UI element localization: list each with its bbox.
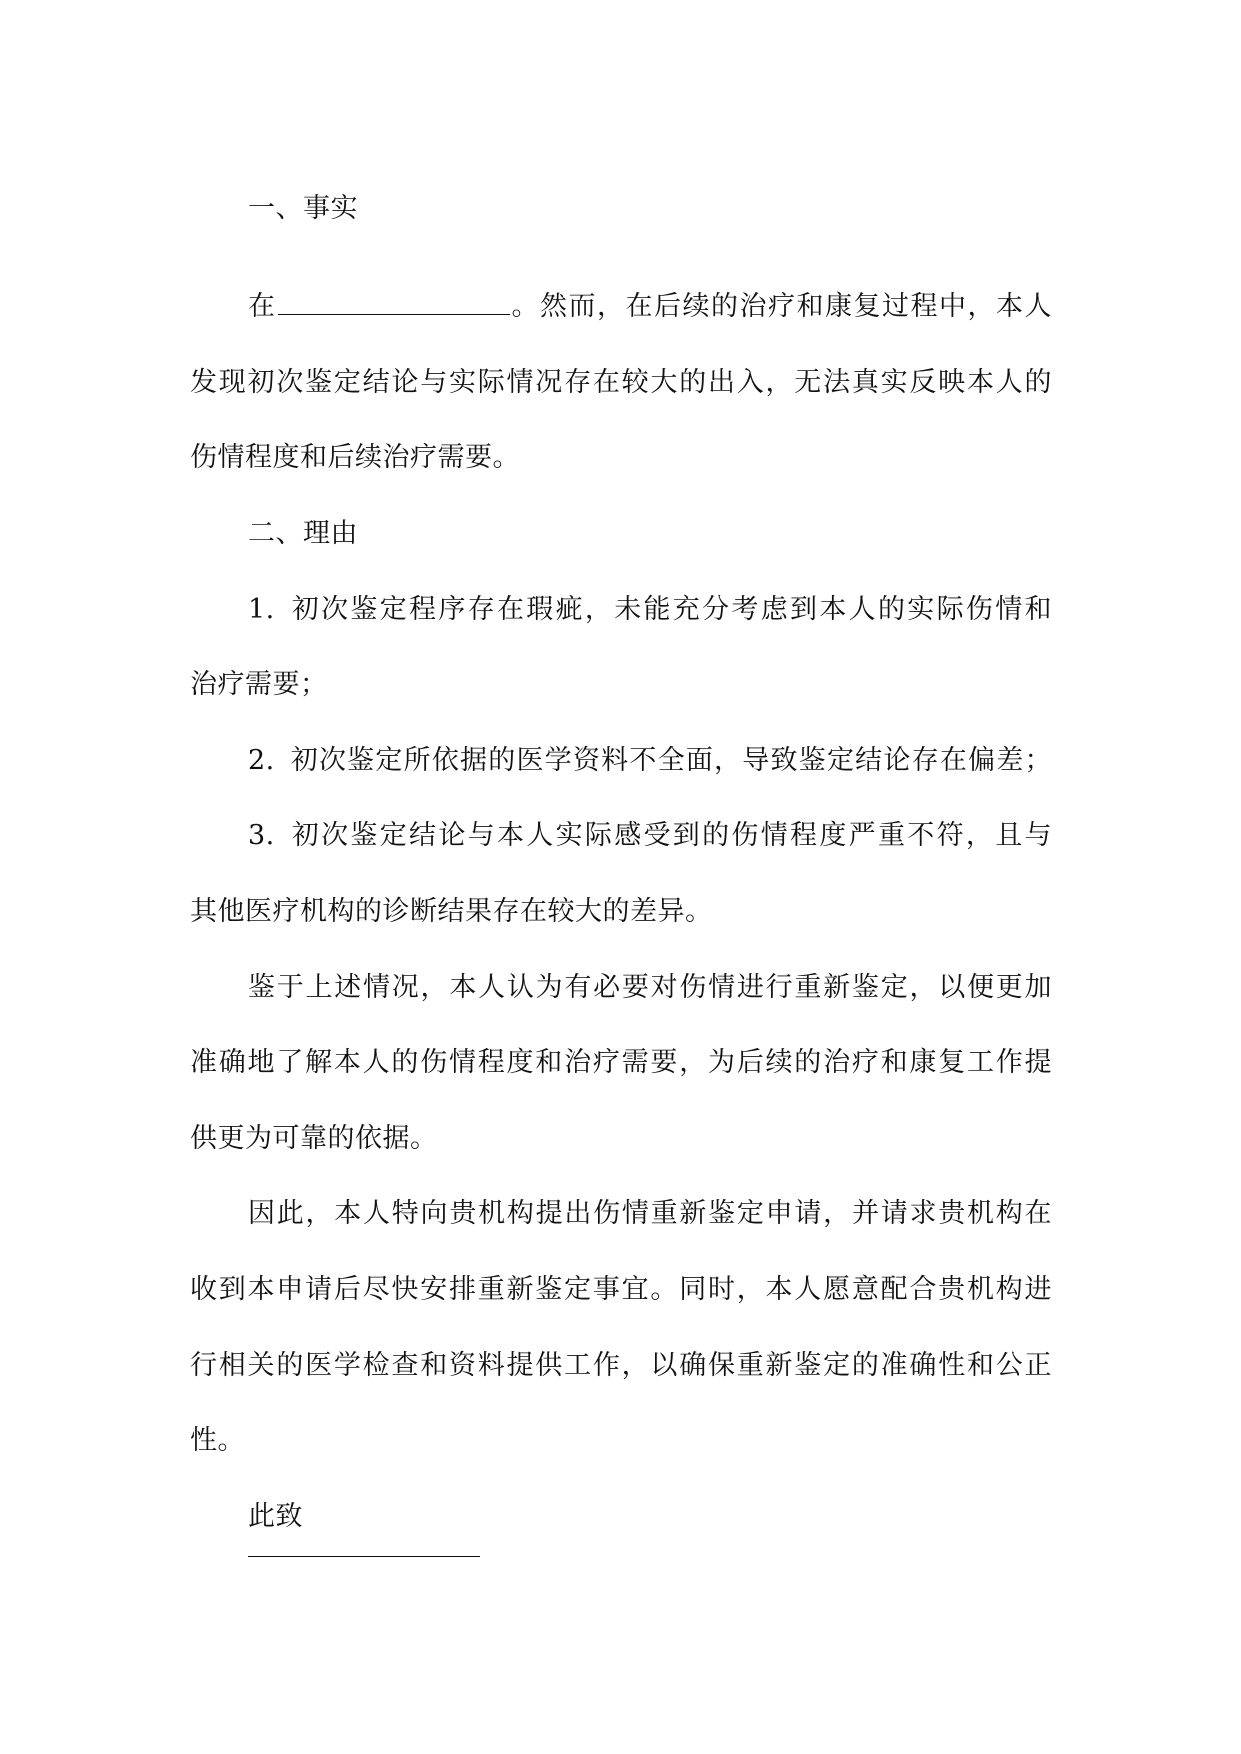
closing-salutation: 此致 xyxy=(248,1501,303,1532)
facts-para-line-2: 发现初次鉴定结论与实际情况存在较大的出入，无法真实反映本人的 xyxy=(190,367,1052,398)
reason-item-number: 1. xyxy=(248,594,275,625)
reason-item-3-line-2: 其他医疗机构的诊断结果存在较大的差异。 xyxy=(190,896,713,927)
reason-item-number: 2. xyxy=(248,745,275,776)
recipient-blank-line xyxy=(248,1556,480,1557)
reason-item-2-line-1 xyxy=(248,743,1052,779)
facts-para-line-1 xyxy=(248,289,1052,325)
section-heading-facts: 一、事实 xyxy=(248,193,358,224)
section-heading-reasons: 二、理由 xyxy=(248,518,358,549)
request-para-line-3: 行相关的医学检查和资料提供工作，以确保重新鉴定的准确性和公正 xyxy=(190,1350,1052,1381)
facts-para-lead: 在 xyxy=(248,291,277,322)
request-para-line-4: 性。 xyxy=(190,1425,245,1456)
reason-item-3-line-1 xyxy=(248,818,1052,854)
reason-item-text: 初次鉴定所依据的医学资料不全面，导致鉴定结论存在偏差； xyxy=(290,745,1052,776)
conclusion-para-line-1: 鉴于上述情况，本人认为有必要对伤情进行重新鉴定，以便更加 xyxy=(248,972,1052,1003)
facts-para-after-blank: 。然而，在后续的治疗和康复过程中，本人 xyxy=(510,291,1052,322)
fill-in-blank xyxy=(278,292,510,315)
reason-item-text: 初次鉴定程序存在瑕疵，未能充分考虑到本人的实际伤情和 xyxy=(290,594,1052,625)
reason-item-number: 3. xyxy=(248,820,275,851)
request-para-line-1: 因此，本人特向贵机构提出伤情重新鉴定申请，并请求贵机构在 xyxy=(248,1198,1052,1229)
conclusion-para-line-2: 准确地了解本人的伤情程度和治疗需要，为后续的治疗和康复工作提 xyxy=(190,1047,1052,1078)
reason-item-text: 初次鉴定结论与本人实际感受到的伤情程度严重不符，且与 xyxy=(290,820,1052,851)
reason-item-1-line-2: 治疗需要； xyxy=(190,669,328,700)
facts-para-line-3: 伤情程度和后续治疗需要。 xyxy=(190,442,520,473)
reason-item-1-line-1 xyxy=(248,592,1052,628)
conclusion-para-line-3: 供更为可靠的依据。 xyxy=(190,1123,438,1154)
request-para-line-2: 收到本申请后尽快安排重新鉴定事宜。同时，本人愿意配合贵机构进 xyxy=(190,1274,1052,1305)
